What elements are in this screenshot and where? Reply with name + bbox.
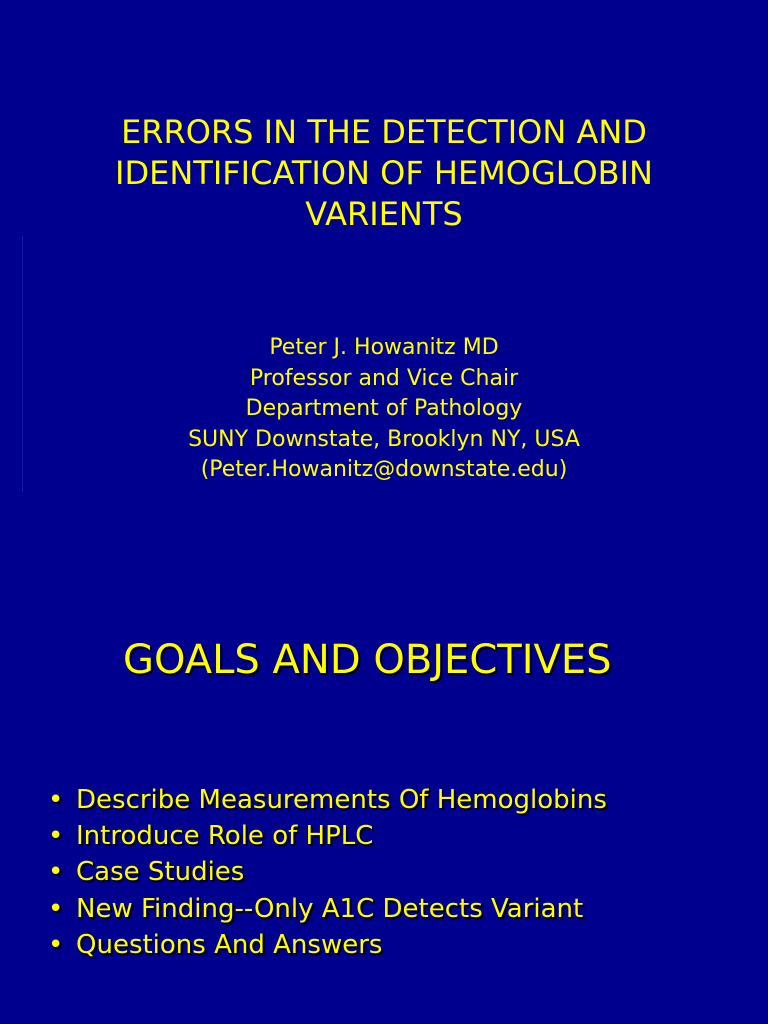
list-item-text: Case Studies <box>76 857 245 888</box>
list-item <box>48 891 607 927</box>
list-item-text: Describe Measurements Of Hemoglobins <box>76 785 607 815</box>
bullet-icon: • <box>48 785 64 815</box>
list-item <box>48 782 607 818</box>
author-email: (Peter.Howanitz@downstate.edu) <box>200 457 568 482</box>
list-item <box>48 927 607 963</box>
author-name: Peter J. Howanitz MD <box>269 335 499 360</box>
goals-slide <box>0 512 768 1024</box>
list-item <box>48 818 607 854</box>
bullet-icon: • <box>48 821 64 852</box>
author-position: Professor and Vice Chair <box>249 365 519 391</box>
title-line-1: ERRORS IN THE DETECTION AND <box>121 113 647 151</box>
list-item-text: Introduce Role of HPLC <box>76 821 374 852</box>
author-block <box>0 333 768 486</box>
presentation-title <box>0 112 768 235</box>
title-line-3: VARIENTS <box>305 195 463 233</box>
bullet-icon: • <box>48 893 64 924</box>
list-item-text: Questions And Answers <box>76 929 383 960</box>
list-item <box>48 854 607 890</box>
bullet-icon: • <box>48 929 64 960</box>
goals-title: GOALS AND OBJECTIVES <box>123 637 612 683</box>
list-item-text: New Finding--Only A1C Detects Variant <box>76 893 584 924</box>
bullet-icon: • <box>48 857 64 888</box>
title-line-2: IDENTIFICATION OF HEMOGLOBIN <box>115 154 653 192</box>
goals-list <box>48 782 607 963</box>
author-department: Department of Pathology <box>245 396 523 421</box>
author-institution: SUNY Downstate, Brooklyn NY, USA <box>188 426 580 452</box>
